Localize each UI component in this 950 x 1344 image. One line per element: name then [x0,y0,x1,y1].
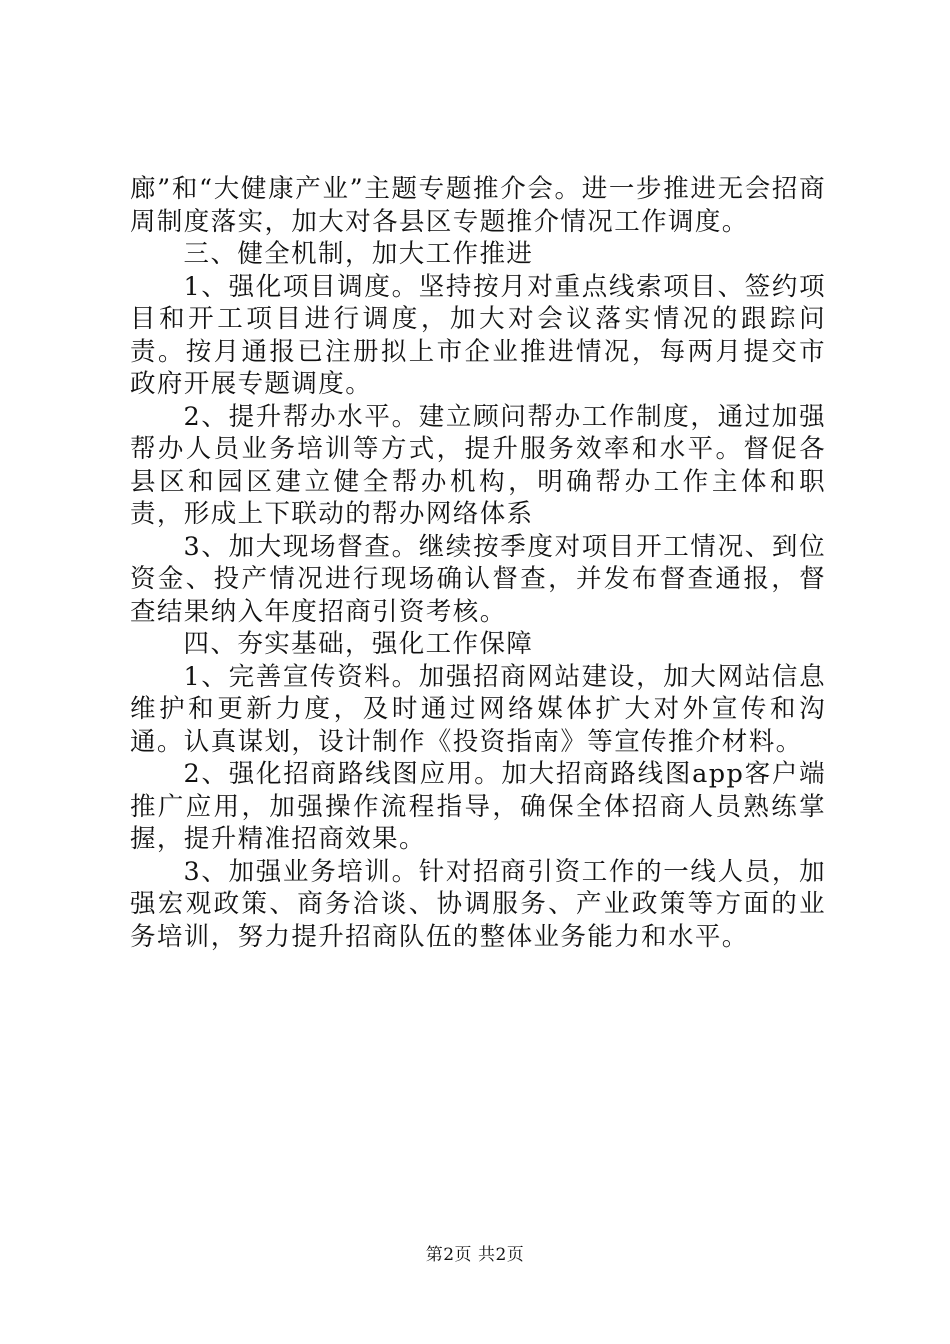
paragraph-4-3: 3、加强业务培训。针对招商引资工作的一线人员，加强宏观政策、商务洽谈、协调服务、产业政策等方面的业务培训，努力提升招商队伍的整体业务能力和水平。 [130,856,826,952]
paragraph-4-1: 1、完善宣传资料。加强招商网站建设，加大网站信息维护和更新力度，及时通过网络媒体扩大对外宣传和沟通。认真谋划，设计制作《投资指南》等宣传推介材料。 [130,661,826,757]
page-footer: 第2页 共2页 [425,1245,525,1265]
section-heading-4: 四、夯实基础，强化工作保障 [183,629,534,659]
paragraph-3-3: 3、加大现场督查。继续按季度对项目开工情况、到位资金、投产情况进行现场确认督查，并发布督查通报，督查结果纳入年度招商引资考核。 [130,531,826,627]
paragraph-3-1: 1、强化项目调度。坚持按月对重点线索项目、签约项目和开工项目进行调度，加大对会议落实情况的跟踪问责。按月通报已注册拟上市企业推进情况，每两月提交市政府开展专题调度。 [130,271,826,399]
section-heading-3: 三、健全机制，加大工作推进 [183,239,534,269]
document-body [130,173,826,953]
paragraph-4-2: 2、强化招商路线图应用。加大招商路线图app客户端推广应用，加强操作流程指导，确保全体招商人员熟练掌握，提升精准招商效果。 [130,759,826,854]
paragraph-3-2: 2、提升帮办水平。建立顾问帮办工作制度，通过加强帮办人员业务培训等方式，提升服务效率和水平。督促各县区和园区建立健全帮办机构，明确帮办工作主体和职责，形成上下联动的帮办网络体系 [130,401,826,529]
paragraph-continuation: 廊”和“大健康产业”主题专题推介会。进一步推进无会招商周制度落实，加大对各县区专题推介情况工作调度。 [130,174,826,237]
